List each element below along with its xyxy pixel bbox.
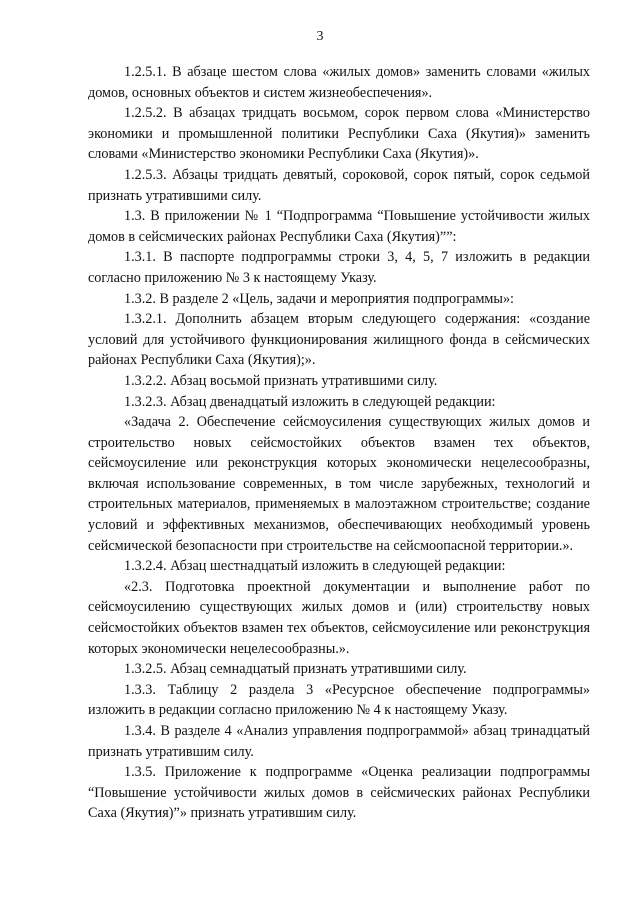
paragraph-1-3-2: 1.3.2. В разделе 2 «Цель, задачи и мероприятия подпрограммы»: bbox=[124, 290, 514, 307]
paragraph-2-3-quote: «2.3. Подготовка проектной документации и выполнение работ по сейсмоусилению существующих жилых домов и (или) строительству новых сейсмостойких объектов взамен тех объектов, сейсмоусиление или реконструкция которых экономически нецелесообразны.». bbox=[88, 578, 590, 657]
paragraph-1-3-2-4: 1.3.2.4. Абзац шестнадцатый изложить в следующей редакции: bbox=[124, 558, 506, 575]
paragraph-1-2-5-3: 1.2.5.3. Абзацы тридцать девятый, сороковой, сорок пятый, сорок седьмой признать утратившими силу. bbox=[88, 166, 590, 204]
paragraph-1-3-2-5: 1.3.2.5. Абзац семнадцатый признать утратившими силу. bbox=[124, 661, 467, 678]
paragraph-1-3-5: 1.3.5. Приложение к подпрограмме «Оценка реализации подпрограммы “Повышение устойчивости жилых домов в сейсмических районах Республики Саха (Якутия)”» признать утратившим силу. bbox=[88, 764, 590, 822]
paragraph-1-2-5-2: 1.2.5.2. В абзацах тридцать восьмом, сорок первом слова «Министерство экономики и промышленной политики Республики Саха (Якутия)» заменить словами «Министерство экономики Республики Саха (Якутия)». bbox=[88, 105, 590, 163]
paragraph-1-3: 1.3. В приложении № 1 “Подпрограмма “Повышение устойчивости жилых домов в сейсмических районах Республики Саха (Якутия)””: bbox=[88, 208, 590, 245]
paragraph-1-3-1: 1.3.1. В паспорте подпрограммы строки 3, 4, 5, 7 изложить в редакции согласно приложению № 3 к настоящему Указу. bbox=[88, 249, 590, 286]
paragraph-1-3-4: 1.3.4. В разделе 4 «Анализ управления подпрограммой» абзац тринадцатый признать утратившим силу. bbox=[88, 723, 590, 760]
paragraph-1-3-2-2: 1.3.2.2. Абзац восьмой признать утратившими силу. bbox=[124, 372, 438, 389]
paragraph-1-3-3: 1.3.3. Таблицу 2 раздела 3 «Ресурсное обеспечение подпрограммы» изложить в редакции согласно приложению № 4 к настоящему Указу. bbox=[88, 681, 590, 719]
paragraph-1-2-5-1: 1.2.5.1. В абзаце шестом слова «жилых домов» заменить словами «жилых домов, основных объектов и систем жизнеобеспечения». bbox=[88, 64, 590, 101]
paragraph-1-3-2-1: 1.3.2.1. Дополнить абзацем вторым следующего содержания: «создание условий для устойчивого функционирования жилищного фонда в сейсмических районах Республики Саха (Якутия);». bbox=[88, 311, 590, 369]
paragraph-1-3-2-3: 1.3.2.3. Абзац двенадцатый изложить в следующей редакции: bbox=[124, 393, 496, 410]
document-body bbox=[88, 62, 590, 824]
page-number: 3 bbox=[316, 29, 324, 44]
paragraph-task-2-quote: «Задача 2. Обеспечение сейсмоусиления существующих жилых домов и строительство новых сейсмостойких объектов взамен тех объектов, сейсмоусиление или реконструкция которых экономически нецелесообразны, включая использование современных, в том числе зарубежных, технологий и строительных материалов, применяемых в малоэтажном строительстве; создание условий и эффективных механизмов, обеспечивающих необходимый уровень сейсмической безопасности при строительстве на сейсмоопасной территории.». bbox=[88, 414, 590, 554]
